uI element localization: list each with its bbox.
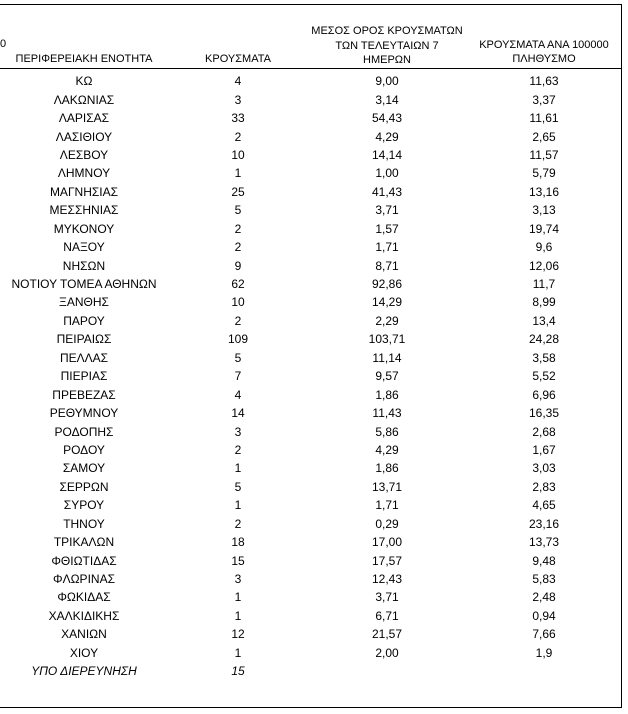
header-stub: 0 (0, 38, 7, 50)
avg7-cell: 11,14 (372, 350, 402, 365)
table-row (0, 90, 622, 108)
table-row (0, 238, 622, 256)
region-cell: ΡΟΔΟΥ (63, 442, 105, 457)
avg7-cell: 0,29 (375, 516, 399, 531)
region-cell: ΛΑΣΙΘΙΟΥ (55, 129, 113, 144)
cases-cell: 25 (231, 184, 245, 199)
footer-empty-cell (308, 662, 466, 680)
per100k-cell: 11,57 (529, 147, 559, 162)
table-row (0, 607, 622, 625)
cases-cell: 4 (234, 74, 242, 89)
region-cell: ΠΡΕΒΕΖΑΣ (52, 387, 116, 402)
per100k-cell: 23,16 (528, 516, 560, 531)
cases-cell: 10 (231, 147, 245, 162)
footer-cases-cell: 15 (231, 664, 245, 679)
per100k-cell: 13,73 (528, 535, 560, 550)
per100k-cell: 0,94 (532, 608, 556, 623)
cases-cell: 33 (231, 111, 245, 126)
header-per100k-line2: ΠΛΗΘΥΣΜΟ (512, 53, 576, 65)
table-row (0, 422, 622, 440)
avg7-cell: 1,71 (375, 240, 399, 255)
region-cell: ΞΑΝΘΗΣ (59, 295, 109, 310)
region-cell: ΧΙΟΥ (69, 645, 99, 660)
avg7-cell: 6,71 (375, 608, 399, 623)
avg7-cell: 2,29 (375, 313, 399, 328)
region-cell: ΛΑΡΙΣΑΣ (58, 111, 110, 126)
region-cell: ΝΗΣΩΝ (62, 258, 106, 273)
table-row (0, 164, 622, 182)
bottom-border (0, 707, 622, 708)
header-region (0, 53, 168, 66)
header-cases (168, 53, 308, 66)
table-row (0, 533, 622, 551)
table-row (0, 109, 622, 127)
table-row (0, 588, 622, 606)
per100k-cell: 2,83 (532, 479, 556, 494)
region-cell: ΡΟΔΟΠΗΣ (54, 424, 114, 439)
region-cell: ΧΑΛΚΙΔΙΚΗΣ (48, 608, 120, 623)
avg7-cell: 1,71 (375, 498, 399, 513)
avg7-cell: 2,00 (375, 645, 399, 660)
header-per100k-line1: ΚΡΟΥΣΜΑΤΑ ΑΝΑ 100000 (479, 39, 609, 51)
region-cell: ΜΑΓΝΗΣΙΑΣ (49, 184, 119, 199)
cases-table (0, 72, 622, 680)
avg7-cell: 17,57 (371, 553, 403, 568)
per100k-cell: 3,03 (532, 461, 556, 476)
region-cell: ΛΑΚΩΝΙΑΣ (53, 92, 115, 107)
per100k-cell: 11,63 (529, 74, 559, 89)
cases-cell: 1 (234, 645, 242, 660)
cases-cell: 5 (234, 479, 242, 494)
table-row (0, 330, 622, 348)
table-row (0, 496, 622, 514)
per100k-cell: 2,68 (532, 424, 556, 439)
per100k-cell: 6,96 (532, 387, 556, 402)
footer-empty-cell (466, 662, 622, 680)
top-border (0, 4, 622, 5)
avg7-cell: 4,29 (375, 129, 399, 144)
region-cell: ΠΙΕΡΙΑΣ (60, 369, 108, 384)
cases-cell: 1 (234, 498, 242, 513)
per100k-cell: 11,61 (529, 111, 559, 126)
region-cell: ΛΗΜΝΟΥ (57, 166, 111, 181)
avg7-cell: 3,71 (375, 203, 399, 218)
table-row (0, 312, 622, 330)
cases-cell: 3 (234, 572, 242, 587)
per100k-cell: 3,37 (532, 92, 556, 107)
avg7-cell: 13,71 (371, 479, 403, 494)
table-row (0, 256, 622, 274)
region-cell: ΤΡΙΚΑΛΩΝ (53, 535, 115, 550)
region-cell: ΝΟΤΙΟΥ ΤΟΜΕΑ ΑΘΗΝΩΝ (11, 277, 157, 292)
per100k-cell: 2,48 (532, 590, 556, 605)
table-row (0, 644, 622, 662)
region-cell: ΣΥΡΟΥ (63, 498, 105, 513)
avg7-cell: 9,57 (375, 369, 399, 384)
avg7-cell: 14,29 (371, 295, 403, 310)
avg7-cell: 14,14 (371, 147, 403, 162)
table-row (0, 625, 622, 643)
avg7-cell: 54,43 (371, 111, 403, 126)
table-row (0, 441, 622, 459)
cases-cell: 14 (231, 406, 245, 421)
region-cell: ΧΑΝΙΩΝ (61, 627, 107, 642)
cases-cell: 2 (234, 129, 242, 144)
cases-cell: 18 (231, 535, 245, 550)
header-avg7-line3: ΗΜΕΡΩΝ (363, 54, 411, 66)
table-row (0, 293, 622, 311)
per100k-cell: 13,4 (532, 313, 556, 328)
header-per100k (466, 39, 622, 66)
cases-cell: 10 (231, 295, 245, 310)
table-row (0, 275, 622, 293)
per100k-cell: 11,7 (532, 277, 556, 292)
header-avg7-line2: ΤΩΝ ΤΕΛΕΥΤΑΙΩΝ 7 (335, 40, 439, 52)
region-cell: ΠΕΛΛΑΣ (59, 350, 109, 365)
per100k-cell: 8,99 (532, 295, 556, 310)
cases-cell: 62 (231, 277, 245, 292)
cases-cell: 5 (234, 350, 242, 365)
avg7-cell: 11,43 (372, 406, 402, 421)
per100k-cell: 5,79 (532, 166, 556, 181)
header-underline (0, 68, 622, 69)
cases-cell: 2 (234, 221, 242, 236)
per100k-cell: 16,35 (528, 406, 560, 421)
cases-cell: 2 (234, 516, 242, 531)
avg7-cell: 1,57 (375, 221, 399, 236)
avg7-cell: 3,71 (375, 590, 399, 605)
table-row (0, 478, 622, 496)
per100k-cell: 2,65 (532, 129, 556, 144)
table-row (0, 349, 622, 367)
per100k-cell: 12,06 (528, 258, 560, 273)
table-row (0, 201, 622, 219)
avg7-cell: 1,86 (375, 461, 399, 476)
per100k-cell: 7,66 (532, 627, 556, 642)
per100k-cell: 4,65 (532, 498, 556, 513)
avg7-cell: 41,43 (371, 184, 403, 199)
per100k-cell: 19,74 (528, 221, 560, 236)
per100k-cell: 3,13 (532, 203, 556, 218)
cases-cell: 1 (234, 166, 242, 181)
footer-region-cell: ΥΠΟ ΔΙΕΡΕΥΝΗΣΗ (31, 664, 137, 679)
table-row (0, 385, 622, 403)
cases-cell: 2 (234, 240, 242, 255)
header-avg7-line1: ΜΕΣΟΣ ΟΡΟΣ ΚΡΟΥΣΜΑΤΩΝ (311, 25, 463, 37)
per100k-cell: 5,52 (532, 369, 556, 384)
cases-cell: 15 (231, 553, 245, 568)
table-row (0, 72, 622, 90)
header-cases-label: ΚΡΟΥΣΜΑΤΑ (205, 53, 271, 65)
table-row (0, 146, 622, 164)
cases-cell: 2 (234, 313, 242, 328)
cases-cell: 1 (234, 461, 242, 476)
region-cell: ΦΩΚΙΔΑΣ (57, 590, 111, 605)
region-cell: ΠΑΡΟΥ (63, 313, 105, 328)
cases-cell: 1 (234, 590, 242, 605)
region-cell: ΚΩ (75, 74, 93, 89)
per100k-cell: 3,58 (532, 350, 556, 365)
region-cell: ΜΕΣΣΗΝΙΑΣ (49, 203, 119, 218)
region-cell: ΣΑΜΟΥ (62, 461, 106, 476)
table-row (0, 183, 622, 201)
avg7-cell: 4,29 (375, 442, 399, 457)
table-row (0, 367, 622, 385)
region-cell: ΜΥΚΟΝΟΥ (53, 221, 115, 236)
avg7-cell: 17,00 (371, 535, 403, 550)
avg7-cell: 92,86 (371, 277, 403, 292)
table-row (0, 515, 622, 533)
region-cell: ΠΕΙΡΑΙΩΣ (56, 332, 112, 347)
region-cell: ΦΛΩΡΙΝΑΣ (53, 572, 115, 587)
cases-cell: 1 (234, 608, 242, 623)
cases-cell: 4 (234, 387, 242, 402)
cases-cell: 5 (234, 203, 242, 218)
avg7-cell: 8,71 (375, 258, 399, 273)
avg7-cell: 1,00 (375, 166, 399, 181)
per100k-cell: 13,16 (528, 184, 560, 199)
avg7-cell: 21,57 (371, 627, 403, 642)
footer-row (0, 662, 622, 680)
region-cell: ΤΗΝΟΥ (63, 516, 105, 531)
table-row (0, 127, 622, 145)
cases-table-body (0, 72, 622, 680)
cases-cell: 2 (234, 442, 242, 457)
cases-cell: 3 (234, 424, 242, 439)
per100k-cell: 1,67 (532, 442, 556, 457)
region-cell: ΦΘΙΩΤΙΔΑΣ (51, 553, 117, 568)
per100k-cell: 9,48 (532, 553, 556, 568)
cases-cell: 3 (234, 92, 242, 107)
cases-cell: 9 (234, 258, 242, 273)
avg7-cell: 103,71 (368, 332, 406, 347)
cases-cell: 7 (234, 369, 242, 384)
table-row (0, 570, 622, 588)
cases-cell: 12 (231, 627, 245, 642)
region-cell: ΡΕΘΥΜΝΟΥ (49, 406, 119, 421)
table-row (0, 404, 622, 422)
table-row (0, 220, 622, 238)
avg7-cell: 1,86 (375, 387, 399, 402)
per100k-cell: 5,83 (532, 572, 556, 587)
cases-cell: 109 (227, 332, 249, 347)
region-cell: ΛΕΣΒΟΥ (59, 147, 109, 162)
header-region-label: ΠΕΡΙΦΕΡΕΙΑΚΗ ΕΝΟΤΗΤΑ (15, 53, 153, 65)
per100k-cell: 9,6 (535, 240, 553, 255)
avg7-cell: 12,43 (371, 572, 403, 587)
per100k-cell: 24,28 (528, 332, 560, 347)
per100k-cell: 1,9 (535, 645, 553, 660)
avg7-cell: 5,86 (375, 424, 399, 439)
region-cell: ΣΕΡΡΩΝ (59, 479, 109, 494)
table-row (0, 459, 622, 477)
region-cell: ΝΑΞΟΥ (63, 240, 105, 255)
header-avg7 (308, 25, 466, 67)
avg7-cell: 9,00 (375, 74, 399, 89)
table-row (0, 551, 622, 569)
avg7-cell: 3,14 (375, 92, 399, 107)
